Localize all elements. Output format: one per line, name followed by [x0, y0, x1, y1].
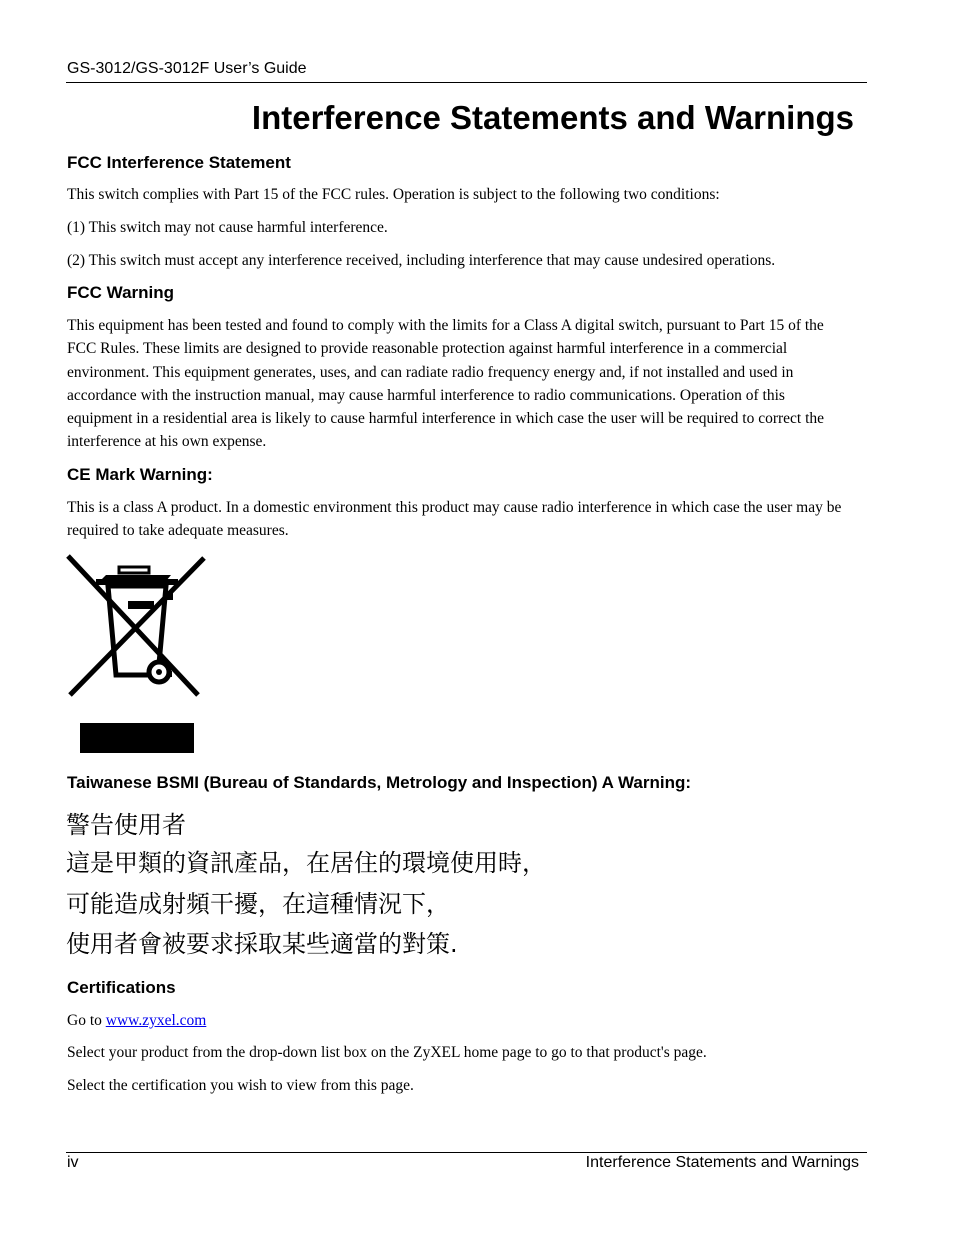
fcc-warning-heading: FCC Warning	[67, 283, 175, 302]
ce-mark-body: This is a class A product. In a domestic environment this product may cause radio interference in which case the user may be required to take adequate measures.	[67, 499, 842, 540]
bsmi-line: 警告使用者	[66, 811, 186, 839]
bsmi-line: 這是甲類的資訊產品，在居住的環境使用時，	[66, 849, 546, 877]
bsmi-heading: Taiwanese BSMI (Bureau of Standards, Metrology and Inspection) A Warning:	[67, 773, 692, 792]
footer-divider	[66, 1152, 867, 1153]
bsmi-line: 可能造成射頻干擾，在這種情況下，	[66, 890, 450, 918]
certifications-go-to	[67, 1009, 857, 1032]
running-header: GS-3012/GS-3012F User’s Guide	[67, 60, 307, 77]
certifications-select-product: Select your product from the drop-down list box on the ZyXEL home page to go to that product's page.	[67, 1044, 707, 1061]
bsmi-line: 使用者會被要求採取某些適當的對策.	[66, 930, 458, 958]
footer-section-title: Interference Statements and Warnings	[585, 1154, 859, 1171]
certifications-select-certification: Select the certification you wish to view from this page.	[67, 1077, 414, 1094]
fcc-warning-body: This equipment has been tested and found to comply with the limits for a Class A digital switch, pursuant to Part 15 of the FCC Rules. These limits are designed to provide reasonable protection against harmful interference in a commercial environment. This equipment generates, uses, and can radiate radio frequency energy and, if not installed and used in accordance with the instruction manual, may cause harmful interference to radio communications. Operation of this equipment in a residential area is likely to cause harmful interference in which case the user will be required to correct the interference at his own expense.	[67, 317, 825, 451]
fcc-interference-intro: This switch complies with Part 15 of the FCC rules. Operation is subject to the following two conditions:	[67, 186, 720, 203]
page-title: Interference Statements and Warnings	[251, 99, 854, 136]
header-divider	[66, 82, 867, 83]
fcc-condition-2: (2) This switch must accept any interference received, including interference that may cause undesired operations.	[67, 252, 776, 269]
zyxel-website-link[interactable]: www.zyxel.com	[105, 1012, 207, 1029]
go-to-prefix: Go to	[67, 1012, 106, 1029]
certifications-heading: Certifications	[67, 978, 176, 997]
page-number: iv	[67, 1154, 79, 1171]
crossed-out-wheelie-bin-icon	[66, 553, 208, 753]
ce-mark-heading: CE Mark Warning:	[67, 465, 213, 484]
fcc-condition-1: (1) This switch may not cause harmful interference.	[67, 219, 388, 236]
fcc-interference-heading: FCC Interference Statement	[67, 153, 291, 172]
